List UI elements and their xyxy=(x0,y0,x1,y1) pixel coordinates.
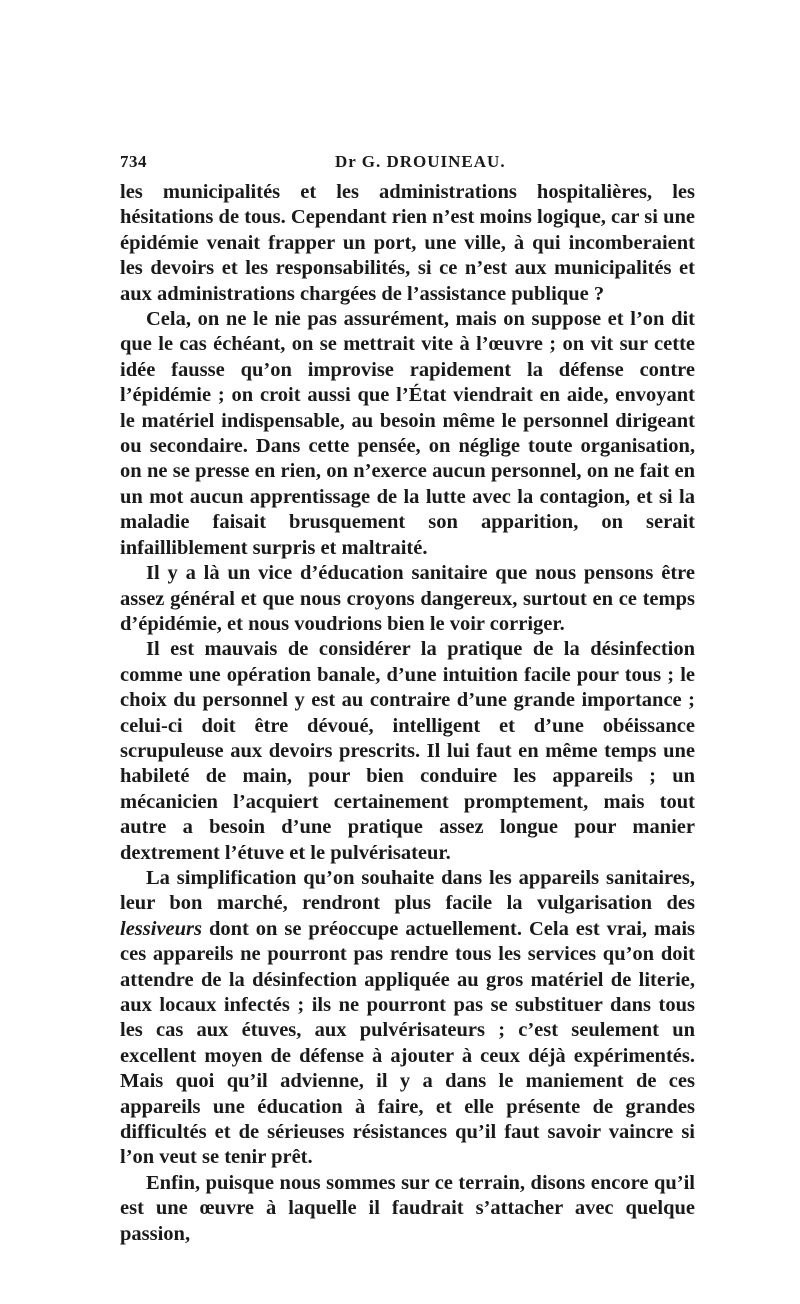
page-number: 734 xyxy=(120,152,147,171)
running-title: Dr G. DROUINEAU. xyxy=(335,152,506,171)
body-text xyxy=(120,180,695,1247)
paragraph-4: Il est mauvais de considérer la pratique de la désinfection comme une opération banale, d’une intuition facile pour tous ; le choix du personnel y est au contraire d’une grande importance ; celui-ci doit être dévoué, intelligent et d’une obéissance scrupuleuse aux devoirs prescrits. Il lui faut en même temps une habileté de main, pour bien conduire les appareils ; un mécanicien l’acquiert certainement promptement, mais tout autre a besoin d’une pratique assez longue pour manier dextrement l’étuve et le pulvérisateur. xyxy=(120,638,695,864)
running-head xyxy=(120,152,695,176)
paragraph-2: Cela, on ne le nie pas assurément, mais on suppose et l’on dit que le cas échéant, on se mettrait vite à l’œuvre ; on vit sur cette idée fausse qu’on improvise rapidement la défense contre l’épidémie ; on croit aussi que l’État viendrait en aide, envoyant le matériel indispensable, au besoin même le personnel dirigeant ou secondaire. Dans cette pensée, on néglige toute organisation, on ne se presse en rien, on n’exerce aucun personnel, on ne fait en un mot aucun apprentissage de la lutte avec la contagion, et si la maladie faisait brusquement son apparition, on serait infailliblement surpris et maltraité. xyxy=(120,308,695,559)
paragraph-5-part-2: dont on se préoccupe actuellement. Cela est vrai, mais ces appareils ne pourront pas rendre tous les services qu’on doit attendre de la désinfection appliquée au gros matériel de literie, aux locaux infectés ; ils ne pourront pas se substituer dans tous les cas aux étuves, aux pulvérisateurs ; c’est seulement un excellent moyen de défense à ajouter à ceux déjà expérimentés. Mais quoi qu’il advienne, il y a dans le maniement de ces appareils une éducation à faire, et elle présente de grandes difficultés et de sérieuses résistances qu’il faut savoir vaincre si l’on veut se tenir prêt. xyxy=(120,917,695,1169)
paragraph-3: Il y a là un vice d’éducation sanitaire que nous pensons être assez général et que nous croyons dangereux, surtout en ce temps d’épidémie, et nous voudrions bien le voir corriger. xyxy=(120,562,695,635)
paragraph-5 xyxy=(120,866,695,1171)
italic-term-lessiveurs: lessiveurs xyxy=(120,917,202,940)
paragraph-5-part-1: La simplification qu’on souhaite dans les appareils sanitaires, leur bon marché, rendront plus facile la vulgarisation des xyxy=(120,866,695,915)
paragraph-1: les municipalités et les administrations hospitalières, les hésitations de tous. Cependant rien n’est moins logique, car si une épidémie venait frapper un port, une ville, à qui incomberaient les devoirs et les responsabilités, si ce n’est aux municipalités et aux administrations chargées de l’assistance publique ? xyxy=(120,181,695,305)
paragraph-6: Enfin, puisque nous sommes sur ce terrain, disons encore qu’il est une œuvre à laquelle il faudrait s’attacher avec quelque passion, xyxy=(120,1171,695,1245)
